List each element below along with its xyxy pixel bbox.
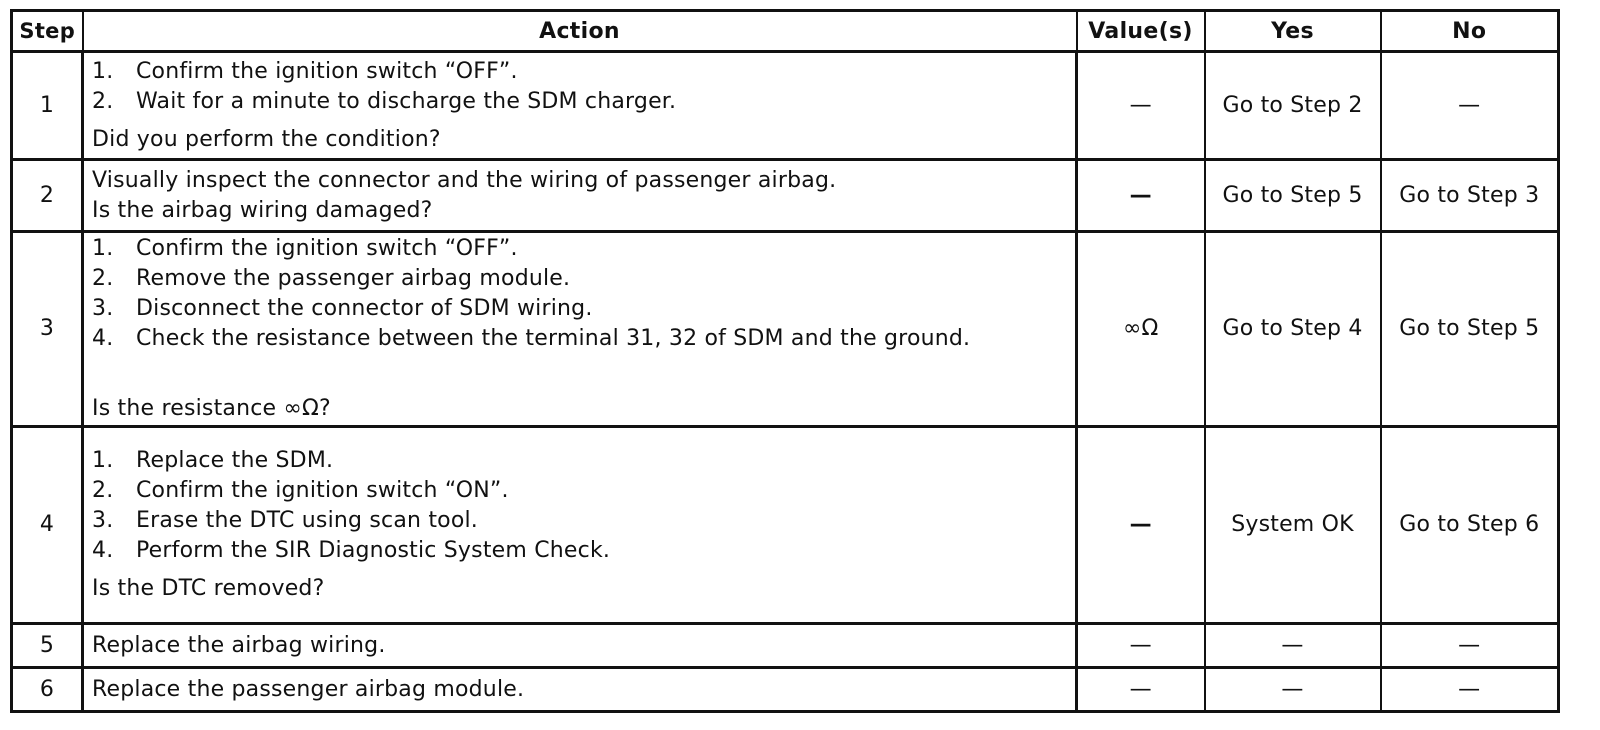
action-step: 2. Wait for a minute to discharge the SDM charger.	[92, 88, 677, 114]
action-cell	[83, 52, 1077, 160]
table-row	[12, 160, 1559, 232]
table-row	[12, 52, 1559, 160]
no-cell: —	[1381, 668, 1559, 712]
yes-cell: Go to Step 5	[1205, 160, 1381, 232]
action-column-header: Action	[83, 11, 1077, 52]
table-row	[12, 427, 1559, 624]
no-cell: Go to Step 3	[1381, 160, 1559, 232]
values-column-header: Value(s)	[1077, 11, 1205, 52]
action-step: 3. Disconnect the connector of SDM wiring.	[92, 296, 593, 321]
action-question: Did you perform the condition?	[92, 126, 441, 152]
yes-cell: —	[1205, 624, 1381, 668]
action-step: 4. Perform the SIR Diagnostic System Check.	[92, 538, 611, 563]
no-cell: —	[1381, 624, 1559, 668]
table-row	[12, 668, 1559, 712]
action-step: 2. Remove the passenger airbag module.	[92, 266, 571, 291]
no-column-header: No	[1381, 11, 1559, 52]
action-step: 4. Check the resistance between the terminal 31, 32 of SDM and the ground.	[92, 326, 971, 351]
action-question: Is the resistance ∞Ω?	[92, 396, 331, 421]
value-cell: —	[1077, 668, 1205, 712]
table-row	[12, 624, 1559, 668]
value-cell: —	[1077, 624, 1205, 668]
action-step: 3. Erase the DTC using scan tool.	[92, 508, 479, 533]
table-row	[12, 232, 1559, 427]
value-cell: —	[1077, 160, 1205, 232]
yes-cell: Go to Step 2	[1205, 52, 1381, 160]
step-column-header: Step	[12, 11, 83, 52]
action-step: 1. Confirm the ignition switch “OFF”.	[92, 236, 518, 261]
action-steps	[92, 234, 1071, 354]
value-cell: ∞Ω	[1077, 232, 1205, 427]
action-step: 1. Replace the SDM.	[92, 448, 334, 473]
step-number: 1	[12, 52, 83, 160]
action-step: 1. Confirm the ignition switch “OFF”.	[92, 58, 518, 84]
header-row	[12, 11, 1559, 52]
step-number: 6	[12, 668, 83, 712]
no-cell: —	[1381, 52, 1559, 160]
action-step: 2. Confirm the ignition switch “ON”.	[92, 478, 509, 503]
value-cell: —	[1077, 52, 1205, 160]
action-cell	[83, 160, 1077, 232]
step-number: 4	[12, 427, 83, 624]
value-cell: —	[1077, 427, 1205, 624]
yes-cell: —	[1205, 668, 1381, 712]
diagnostic-table	[10, 9, 1560, 713]
action-text: Visually inspect the connector and the wiring of passenger airbag.	[92, 167, 837, 193]
no-cell: Go to Step 5	[1381, 232, 1559, 427]
no-cell: Go to Step 6	[1381, 427, 1559, 624]
action-question: Is the DTC removed?	[92, 576, 325, 601]
step-number: 3	[12, 232, 83, 427]
step-number: 2	[12, 160, 83, 232]
action-text: Replace the airbag wiring.	[83, 624, 1077, 668]
step-number: 5	[12, 624, 83, 668]
action-steps	[92, 446, 1071, 566]
yes-column-header: Yes	[1205, 11, 1381, 52]
action-cell	[83, 427, 1077, 624]
action-steps	[92, 57, 1071, 117]
action-text: Replace the passenger airbag module.	[83, 668, 1077, 712]
yes-cell: Go to Step 4	[1205, 232, 1381, 427]
action-cell	[83, 232, 1077, 427]
action-question: Is the airbag wiring damaged?	[92, 197, 433, 223]
yes-cell: System OK	[1205, 427, 1381, 624]
